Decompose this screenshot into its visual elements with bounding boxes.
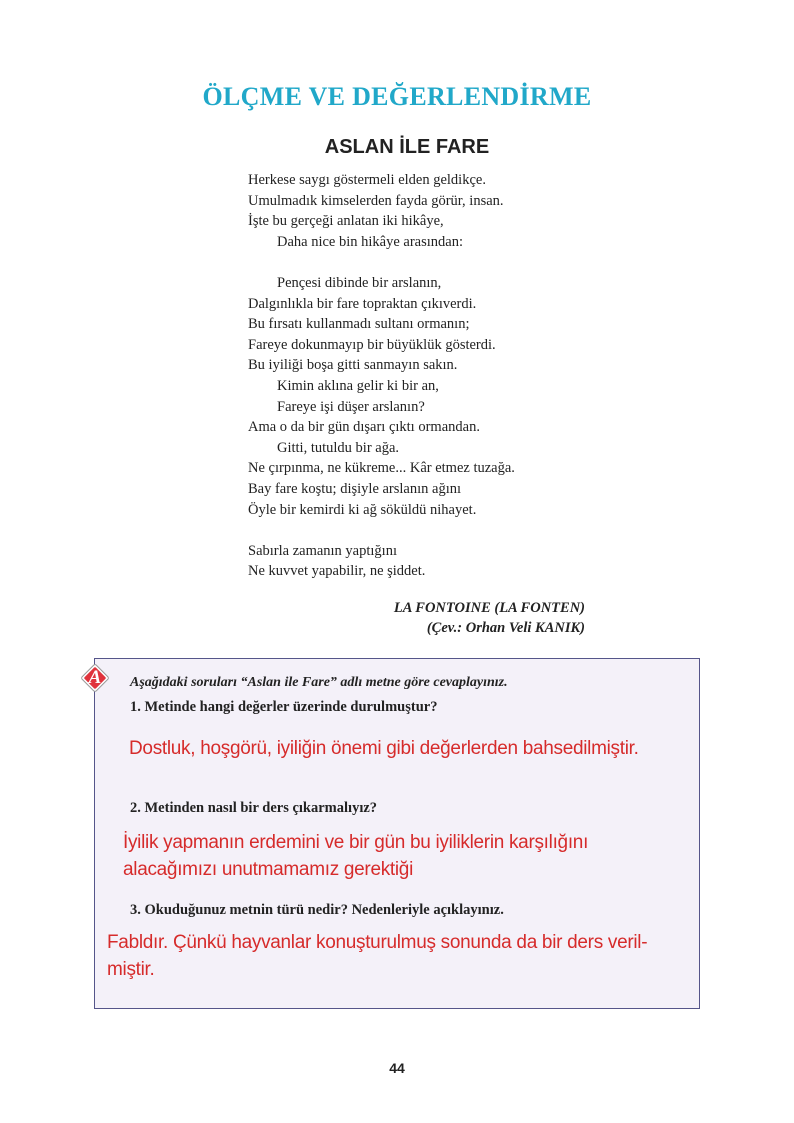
poem-line: Fareye işi düşer arslanın? — [277, 398, 425, 415]
answer-2-line-1: İyilik yapmanın erdemini ve bir gün bu iyiliklerin karşılığını — [123, 832, 589, 853]
stanza-break — [248, 252, 608, 273]
poem-line: Öyle bir kemirdi ki ağ söküldü nihayet. — [248, 501, 477, 518]
poem-line: Umulmadık kimselerden fayda görür, insan. — [248, 192, 504, 209]
poem-line: Sabırla zamanın yaptığını — [248, 542, 397, 559]
question-1: 1. Metinde hangi değerler üzerinde durulmuştur? — [130, 699, 438, 715]
poem-line: Fareye dokunmayıp bir büyüklük gösterdi. — [248, 336, 496, 353]
poem-translator: (Çev.: Orhan Veli KANIK) — [426, 620, 585, 636]
answer-1: Dostluk, hoşgörü, iyiliğin önemi gibi değerlerden bahsedilmiştir. — [129, 738, 639, 759]
answer-2-line-2: alacağımızı unutmamamız gerektiği — [123, 859, 413, 880]
poem-line: Ne kuvvet yapabilir, ne şiddet. — [248, 563, 426, 580]
poem-author: LA FONTOINE (LA FONTEN) — [393, 600, 585, 616]
poem-line: Bu fırsatı kullanmadı sultanı ormanın; — [248, 316, 470, 333]
answer-2 — [123, 829, 683, 883]
question-3: 3. Okuduğunuz metnin türü nedir? Nedenleriyle açıklayınız. — [130, 902, 504, 918]
answer-3-line-1: Fabldır. Çünkü hayvanlar konuşturulmuş sonunda da bir ders veril- — [107, 932, 648, 953]
answer-3 — [107, 929, 707, 983]
poem-title: ASLAN İLE FARE — [324, 136, 490, 158]
stanza-break — [248, 520, 608, 541]
poem-line: Ama o da bir gün dışarı çıktı ormandan. — [248, 419, 480, 436]
page-number: 44 — [389, 1060, 405, 1076]
poem-line: Daha nice bin hikâye arasından: — [277, 233, 464, 250]
answer-3-line-2: miştir. — [107, 959, 155, 980]
poem-line: Bay fare koştu; dişiyle arslanın ağını — [248, 480, 462, 497]
poem-line: Gitti, tutuldu bir ağa. — [277, 439, 400, 456]
section-title: ÖLÇME VE DEĞERLENDİRME — [202, 82, 592, 111]
activity-badge-letter: A — [88, 667, 102, 688]
poem-line: Kimin aklına gelir ki bir an, — [277, 377, 439, 394]
question-2: 2. Metinden nasıl bir ders çıkarmalıyız? — [130, 800, 378, 816]
poem-line: Ne çırpınma, ne kükreme... Kâr etmez tuzağa. — [248, 460, 515, 477]
poem-line: İşte bu gerçeği anlatan iki hikâye, — [248, 213, 444, 230]
poem-line: Bu iyiliği boşa gitti sanmayın sakın. — [248, 357, 458, 374]
poem-line: Pençesi dibinde bir arslanın, — [277, 274, 442, 291]
poem-text — [248, 170, 608, 582]
poem-line: Dalgınlıkla bir fare topraktan çıkıverdi. — [248, 295, 477, 312]
activity-instruction: Aşağıdaki soruları “Aslan ile Fare” adlı metne göre cevaplayınız. — [130, 675, 508, 690]
poem-line: Herkese saygı göstermeli elden geldikçe. — [248, 172, 486, 188]
